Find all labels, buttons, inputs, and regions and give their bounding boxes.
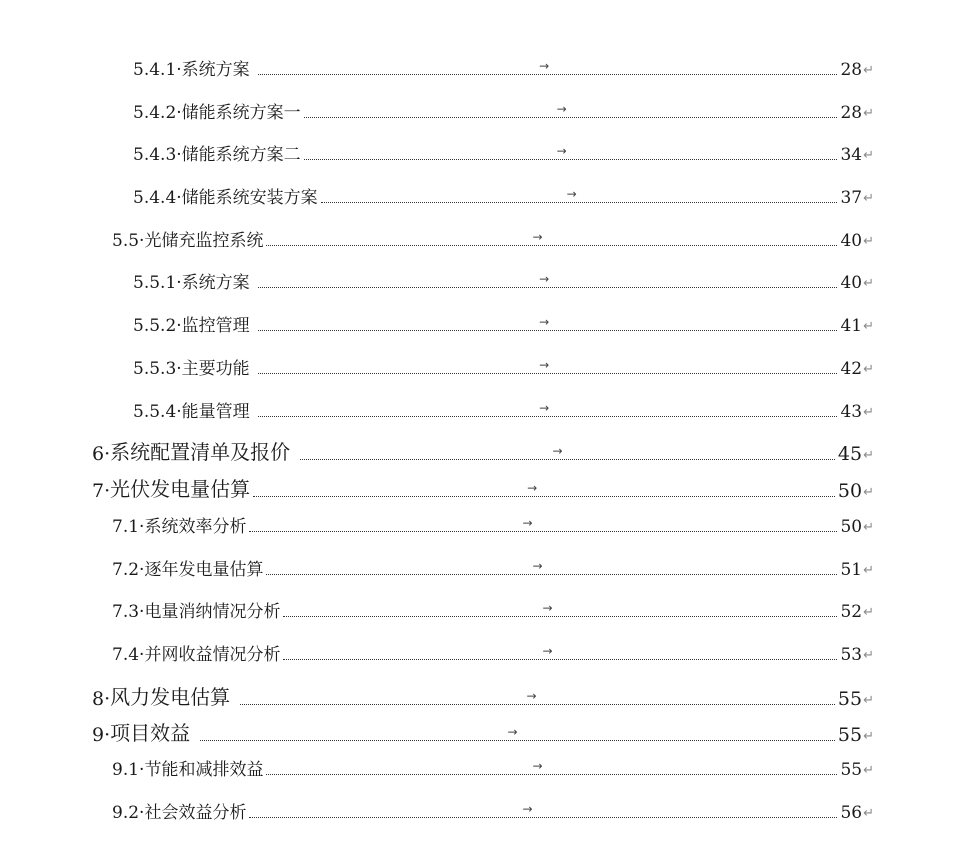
toc-entry-number: 7· — [92, 480, 111, 502]
toc-entry[interactable] — [0, 598, 954, 622]
toc-entry-page: 51 — [840, 560, 863, 580]
tab-arrow-icon: → — [527, 481, 538, 495]
toc-entry[interactable] — [0, 312, 954, 336]
paragraph-mark-icon: ↵ — [863, 319, 874, 334]
paragraph-mark-icon: ↵ — [863, 276, 874, 291]
toc-entry-number: 8· — [92, 688, 111, 710]
dot-leader — [300, 444, 835, 460]
tab-arrow-icon: → — [539, 315, 550, 329]
toc-entry-page: 55 — [840, 760, 863, 780]
dot-leader — [200, 725, 835, 741]
paragraph-mark-icon: ↵ — [863, 148, 874, 163]
tab-arrow-icon: → — [532, 559, 543, 573]
toc-entry-page: 52 — [840, 602, 863, 622]
paragraph-mark-icon: ↵ — [863, 763, 874, 778]
toc-entry-title: 主要功能 — [181, 359, 256, 379]
dot-leader — [258, 315, 837, 331]
dot-leader — [258, 272, 837, 288]
toc-entry[interactable] — [0, 441, 954, 465]
paragraph-mark-icon: ↵ — [863, 191, 874, 206]
toc-entry-title: 系统配置清单及报价 — [110, 440, 297, 464]
toc-entry-page: 28 — [840, 103, 863, 123]
toc-entry-title: 系统方案 — [181, 273, 256, 293]
toc-entry[interactable] — [0, 756, 954, 780]
toc-entry[interactable] — [0, 513, 954, 537]
paragraph-mark-icon: ↵ — [863, 106, 874, 121]
paragraph-mark-icon: ↵ — [863, 729, 874, 744]
toc-entry-page: 40 — [840, 273, 863, 293]
toc-entry-title: 节能和减排效益 — [144, 760, 264, 780]
toc-entry-title: 电量消纳情况分析 — [144, 602, 281, 622]
toc-entry-title: 社会效益分析 — [144, 803, 247, 823]
toc-entry[interactable] — [0, 99, 954, 123]
tab-arrow-icon: → — [539, 59, 550, 73]
toc-entry-number: 5.5.3· — [133, 359, 182, 379]
toc-entry[interactable] — [0, 641, 954, 665]
toc-entry-title: 系统方案 — [181, 60, 256, 80]
dot-leader — [304, 144, 838, 160]
toc-entry-page: 45 — [837, 443, 863, 465]
toc-entry-page: 50 — [840, 517, 863, 537]
dot-leader — [249, 802, 837, 818]
tab-arrow-icon: → — [532, 230, 543, 244]
paragraph-mark-icon: ↵ — [863, 806, 874, 821]
toc-entry-number: 5.4.2· — [133, 103, 182, 123]
toc-entry-page: 43 — [840, 402, 863, 422]
dot-leader — [249, 516, 837, 532]
toc-entry-page: 53 — [840, 645, 863, 665]
toc-entry-title: 储能系统方案二 — [181, 145, 301, 165]
toc-entry-number: 9.2· — [112, 803, 145, 823]
tab-arrow-icon: → — [539, 272, 550, 286]
paragraph-mark-icon: ↵ — [863, 405, 874, 420]
toc-entry-page: 40 — [840, 231, 863, 251]
toc-entry[interactable] — [0, 227, 954, 251]
paragraph-mark-icon: ↵ — [863, 234, 874, 249]
toc-entry[interactable] — [0, 478, 954, 502]
tab-arrow-icon: → — [542, 601, 553, 615]
tab-arrow-icon: → — [539, 401, 550, 415]
dot-leader — [240, 689, 835, 705]
toc-entry-number: 7.2· — [112, 560, 145, 580]
toc-entry-title: 风力发电估算 — [110, 685, 237, 709]
toc-entry[interactable] — [0, 355, 954, 379]
toc-entry-page: 55 — [837, 688, 863, 710]
toc-entry-page: 41 — [840, 316, 863, 336]
toc-entry-number: 5.5.4· — [133, 402, 182, 422]
paragraph-mark-icon: ↵ — [863, 485, 874, 500]
toc-entry-title: 并网收益情况分析 — [144, 645, 281, 665]
toc-entry[interactable] — [0, 799, 954, 823]
dot-leader — [266, 759, 837, 775]
paragraph-mark-icon: ↵ — [863, 448, 874, 463]
tab-arrow-icon: → — [522, 516, 533, 530]
dot-leader — [266, 559, 837, 575]
toc-entry-title: 逐年发电量估算 — [144, 560, 264, 580]
toc-entry-title: 光伏发电量估算 — [110, 477, 251, 501]
toc-entry-title: 储能系统安装方案 — [181, 188, 318, 208]
toc-entry-number: 7.4· — [112, 645, 145, 665]
toc-entry[interactable] — [0, 722, 954, 746]
tab-arrow-icon: → — [532, 759, 543, 773]
toc-entry-number: 9.1· — [112, 760, 145, 780]
toc-entry-page: 42 — [840, 359, 863, 379]
toc-entry-number: 5.4.3· — [133, 145, 182, 165]
paragraph-mark-icon: ↵ — [863, 605, 874, 620]
dot-leader — [258, 401, 837, 417]
toc-entry[interactable] — [0, 184, 954, 208]
dot-leader — [253, 481, 835, 497]
toc-entry[interactable] — [0, 141, 954, 165]
toc-entry[interactable] — [0, 556, 954, 580]
tab-arrow-icon: → — [522, 802, 533, 816]
tab-arrow-icon: → — [507, 725, 518, 739]
toc-entry-title: 光储充监控系统 — [144, 231, 264, 251]
toc-entry-number: 9· — [92, 724, 111, 746]
toc-entry-title: 系统效率分析 — [144, 517, 247, 537]
toc-entry[interactable] — [0, 398, 954, 422]
tab-arrow-icon: → — [526, 689, 537, 703]
paragraph-mark-icon: ↵ — [863, 520, 874, 535]
dot-leader — [283, 601, 837, 617]
toc-entry[interactable] — [0, 269, 954, 293]
tab-arrow-icon: → — [556, 102, 567, 116]
toc-entry-page: 28 — [840, 60, 863, 80]
toc-entry-page: 56 — [840, 803, 863, 823]
tab-arrow-icon: → — [542, 644, 553, 658]
dot-leader — [283, 644, 837, 660]
toc-entry[interactable] — [0, 686, 954, 710]
dot-leader — [321, 187, 838, 203]
paragraph-mark-icon: ↵ — [863, 63, 874, 78]
tab-arrow-icon: → — [552, 444, 563, 458]
toc-entry-page: 55 — [837, 724, 863, 746]
toc-entry-number: 7.1· — [112, 517, 145, 537]
toc-entry-number: 5.5.2· — [133, 316, 182, 336]
toc-entry[interactable] — [0, 56, 954, 80]
toc-entry-page: 34 — [840, 145, 863, 165]
paragraph-mark-icon: ↵ — [863, 362, 874, 377]
toc-entry-page: 50 — [837, 480, 863, 502]
tab-arrow-icon: → — [556, 144, 567, 158]
paragraph-mark-icon: ↵ — [863, 693, 874, 708]
toc-entry-number: 5.5.1· — [133, 273, 182, 293]
toc-entry-number: 5.5· — [112, 231, 145, 251]
toc-entry-title: 项目效益 — [110, 721, 197, 745]
toc-entry-page: 37 — [840, 188, 863, 208]
dot-leader — [266, 230, 837, 246]
toc-entry-number: 5.4.1· — [133, 60, 182, 80]
tab-arrow-icon: → — [566, 187, 577, 201]
toc-entry-title: 能量管理 — [181, 402, 256, 422]
paragraph-mark-icon: ↵ — [863, 648, 874, 663]
dot-leader — [304, 102, 838, 118]
toc-entry-number: 7.3· — [112, 602, 145, 622]
toc-entry-number: 6· — [92, 443, 111, 465]
dot-leader — [258, 59, 837, 75]
toc-entry-title: 监控管理 — [181, 316, 256, 336]
dot-leader — [258, 358, 837, 374]
toc-entry-title: 储能系统方案一 — [181, 103, 301, 123]
toc-entry-number: 5.4.4· — [133, 188, 182, 208]
paragraph-mark-icon: ↵ — [863, 563, 874, 578]
tab-arrow-icon: → — [539, 358, 550, 372]
